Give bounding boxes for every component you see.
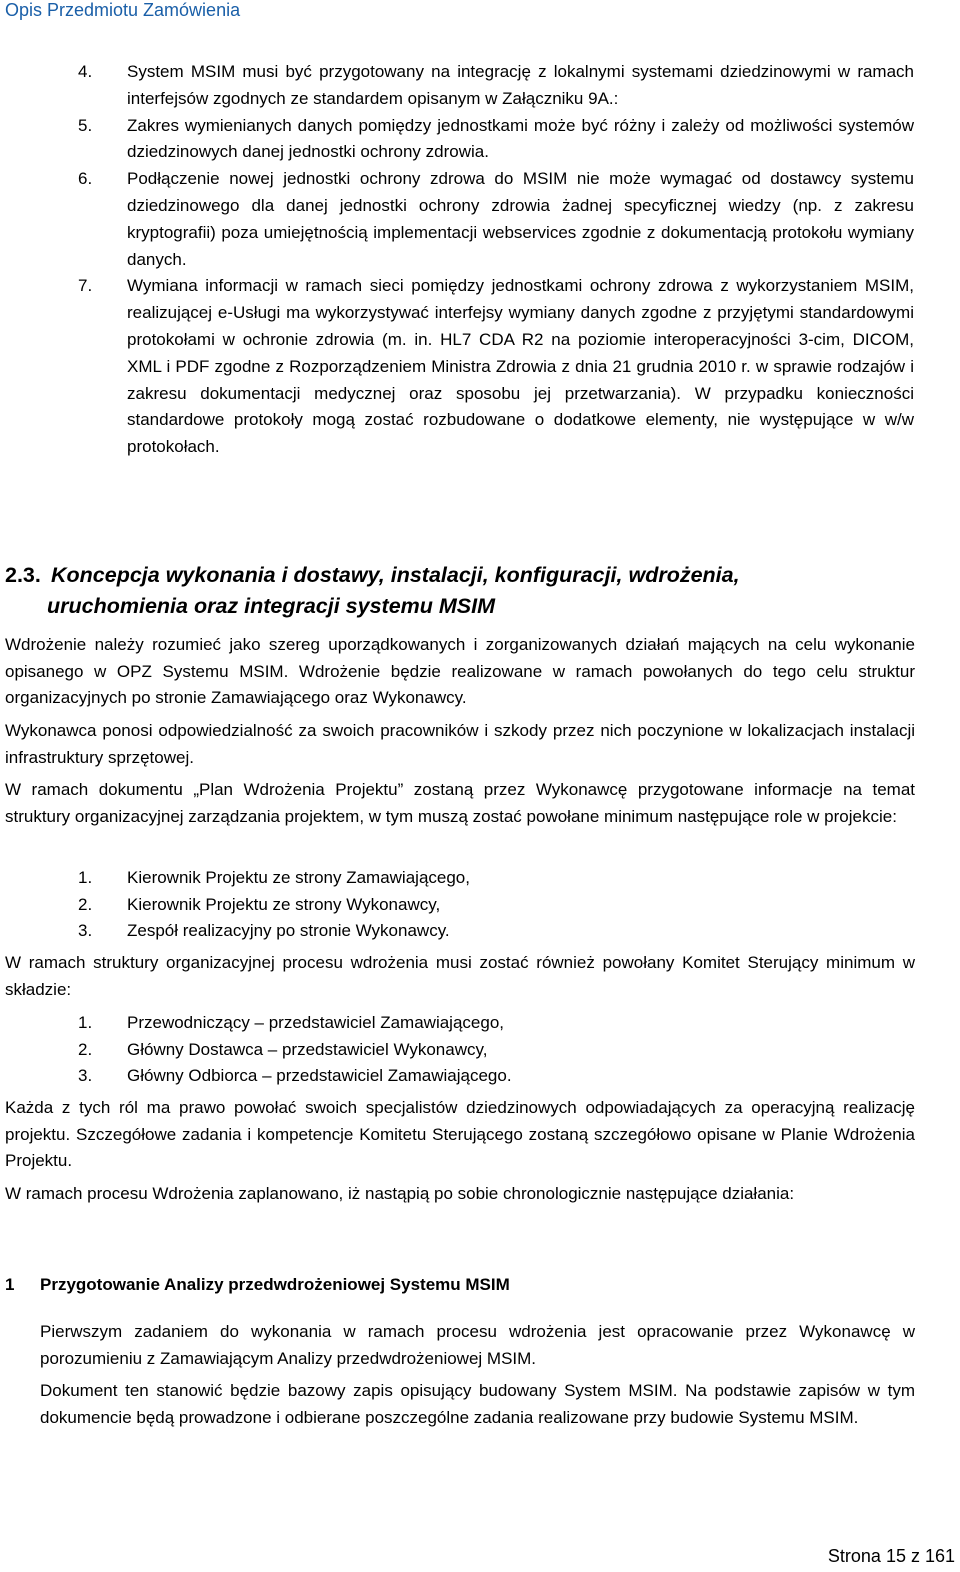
list-item	[78, 1037, 512, 1064]
section-title-line2: uruchomienia oraz integracji systemu MSIM	[47, 594, 496, 618]
list-item-number: 5.	[78, 115, 93, 135]
document-header: Opis Przedmiotu Zamówienia	[5, 0, 241, 20]
paragraph: W ramach procesu Wdrożenia zaplanowano, iż nastąpią po sobie chronologicznie następujące działania:	[5, 1184, 795, 1203]
page-number: Strona 15 z 161	[827, 1546, 955, 1566]
list-item-number: 2.	[78, 1039, 93, 1059]
section-title-line1: Koncepcja wykonania i dostawy, instalacji, konfiguracji, wdrożenia,	[51, 563, 740, 587]
list-item-text: Zakres wymienianych danych pomiędzy jednostkami może być różny i zależy od możliwości systemów dziedzinowych danej jednostki ochrony zdrowia.	[127, 115, 914, 162]
list-item-text: Główny Dostawca – przedstawiciel Wykonawcy,	[127, 1039, 488, 1059]
list-item	[78, 918, 470, 945]
paragraph: W ramach dokumentu „Plan Wdrożenia Projektu” zostaną przez Wykonawcę przygotowane informacje na temat struktury organizacyjnej zarządzania projektem, w tym muszą zostać powołane minimum następujące role w projekcie:	[5, 780, 915, 826]
list-item	[78, 865, 470, 892]
list-item	[78, 1063, 512, 1090]
committee-list	[78, 1010, 512, 1090]
subsection-heading	[5, 1272, 510, 1298]
list-item	[78, 273, 914, 461]
list-item-number: 2.	[78, 894, 93, 914]
paragraph: Wdrożenie należy rozumieć jako szereg uporządkowanych i zorganizowanych działań mających na celu wykonanie opisanego w OPZ Systemu MSIM. Wdrożenie będzie realizowane w ramach powołanych do tego celu struktur organizacyjnych po stronie Zamawiającego oraz Wykonawcy.	[5, 635, 915, 708]
list-item	[78, 1010, 512, 1037]
requirements-list	[78, 59, 914, 461]
paragraph: Wykonawca ponosi odpowiedzialność za swoich pracowników i szkody przez nich poczynione w lokalizacjach instalacji infrastruktury sprzętowej.	[5, 721, 915, 767]
list-item-number: 4.	[78, 62, 93, 81]
list-item-text: Wymiana informacji w ramach sieci pomiędzy jednostkami ochrony zdrowa z wykorzystaniem MSIM, realizującej e-Usługi ma wykorzystywać interfejsy wymiany danych zgodne z przyjętymi standardowymi protokołami w ochronie zdrowia (m. in. HL7 CDA R2 na poziomie interoperacyjności 3-cim, DICOM, XML i PDF zgodne z Rozporządzeniem Ministra Zdrowia z dnia 21 grudnia 2010 r. w sprawie rodzajów i zakresu dokumentacji medycznej oraz sposobu jej przetwarzania). W przypadku konieczności standardowe protokoły mogą zostać rozbudowane o dodatkowe elementy, nie występujące w w/w protokołach.	[127, 276, 914, 457]
roles-list	[78, 865, 470, 945]
paragraph: Każda z tych ról ma prawo powołać swoich specjalistów dziedzinowych odpowiadających za operacyjną realizację projektu. Szczegółowe zadania i kompetencje Komitetu Sterującego zostaną szczegółowo opisane w Planie Wdrożenia Projektu.	[5, 1098, 915, 1171]
list-item-number: 1.	[78, 1013, 93, 1032]
paragraph: Dokument ten stanowić będzie bazowy zapis opisujący budowany System MSIM. Na podstawie zapisów w tym dokumencie będą prowadzone i odbierane poszczególne zadania realizowane przy budowie Systemu MSIM.	[40, 1381, 915, 1427]
list-item-number: 1.	[78, 868, 93, 887]
list-item-number: 3.	[78, 921, 93, 941]
list-item-text: Przewodniczący – przedstawiciel Zamawiającego,	[127, 1013, 504, 1032]
list-item-text: System MSIM musi być przygotowany na integrację z lokalnymi systemami dziedzinowymi w ramach interfejsów zgodnych ze standardem opisanym w Załączniku 9A.:	[127, 62, 914, 108]
subsection-title: Przygotowanie Analizy przedwdrożeniowej Systemu MSIM	[40, 1275, 510, 1294]
list-item-number: 3.	[78, 1066, 93, 1086]
subsection-number: 1	[5, 1275, 15, 1294]
list-item-text: Kierownik Projektu ze strony Zamawiającego,	[127, 868, 470, 887]
list-item	[78, 166, 914, 273]
section-heading	[5, 560, 915, 622]
paragraph: Pierwszym zadaniem do wykonania w ramach procesu wdrożenia jest opracowanie przez Wykonawcę w porozumieniu z Zamawiającym Analizy przedwdrożeniowej MSIM.	[40, 1322, 915, 1368]
list-item-text: Główny Odbiorca – przedstawiciel Zamawiającego.	[127, 1066, 512, 1086]
list-item-text: Podłączenie nowej jednostki ochrony zdrowa do MSIM nie może wymagać od dostawcy systemu dziedzinowego dla danej jednostki ochrony zdrowia żadnej specyficznej wiedzy (np. z zakresu kryptografii) poza umiejętnością implementacji webservices zgodnie z dokumentacją protokołu wymiany danych.	[127, 169, 914, 269]
list-item	[78, 892, 470, 919]
paragraph: W ramach struktury organizacyjnej procesu wdrożenia musi zostać również powołany Komitet Sterujący minimum w składzie:	[5, 953, 915, 999]
list-item-number: 6.	[78, 169, 93, 189]
list-item-number: 7.	[78, 276, 93, 296]
list-item-text: Zespół realizacyjny po stronie Wykonawcy.	[127, 921, 450, 941]
list-item	[78, 113, 914, 167]
list-item	[78, 59, 914, 113]
list-item-text: Kierownik Projektu ze strony Wykonawcy,	[127, 894, 441, 914]
section-number: 2.3.	[5, 563, 41, 587]
